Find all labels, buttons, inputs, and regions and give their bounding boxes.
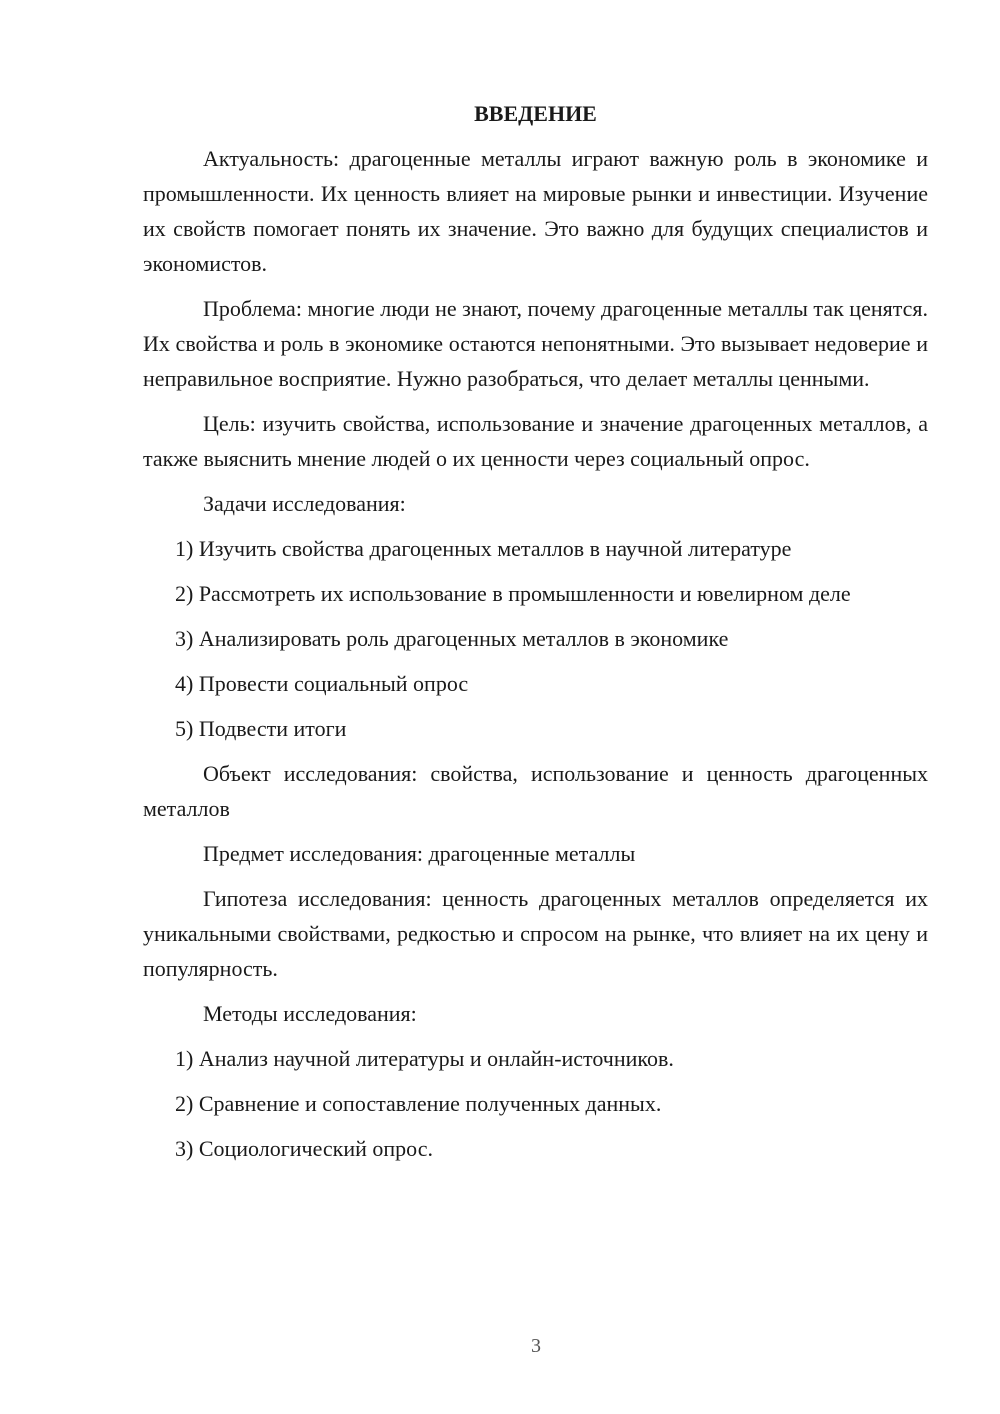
tasks-heading: Задачи исследования: (203, 491, 406, 516)
goal-paragraph: Цель: изучить свойства, использование и значение драгоценных металлов, а также выяснить мнение людей о их ценности через социальный опрос. (143, 411, 928, 471)
document-page (143, 96, 928, 1176)
methods-heading: Методы исследования: (203, 1001, 417, 1026)
section-title: ВВЕДЕНИЕ (474, 101, 597, 126)
relevance-paragraph: Актуальность: драгоценные металлы играют важную роль в экономике и промышленности. Их ценность влияет на мировые рынки и инвестиции. Изучение их свойств помогает понять их значение. Это важно для будущих специалистов и экономистов. (143, 146, 928, 276)
hypothesis-paragraph: Гипотеза исследования: ценность драгоценных металлов определяется их уникальными свойствами, редкостью и спросом на рынке, что влияет на их цену и популярность. (143, 886, 928, 981)
task-item: 5) Подвести итоги (175, 716, 347, 741)
task-item: 1) Изучить свойства драгоценных металлов в научной литературе (175, 536, 792, 561)
problem-paragraph: Проблема: многие люди не знают, почему драгоценные металлы так ценятся. Их свойства и роль в экономике остаются непонятными. Это вызывает недоверие и неправильное восприятие. Нужно разобраться, что делает металлы ценными. (143, 296, 928, 391)
object-paragraph: Объект исследования: свойства, использование и ценность драгоценных металлов (143, 761, 928, 821)
method-item: 3) Социологический опрос. (175, 1136, 433, 1161)
subject-paragraph: Предмет исследования: драгоценные металлы (203, 841, 636, 866)
task-item: 4) Провести социальный опрос (175, 671, 469, 696)
task-item: 2) Рассмотреть их использование в промышленности и ювелирном деле (175, 581, 851, 606)
method-item: 2) Сравнение и сопоставление полученных данных. (175, 1091, 662, 1116)
page-number: 3 (531, 1335, 541, 1357)
method-item: 1) Анализ научной литературы и онлайн-источников. (175, 1046, 674, 1071)
task-item: 3) Анализировать роль драгоценных металлов в экономике (175, 626, 729, 651)
